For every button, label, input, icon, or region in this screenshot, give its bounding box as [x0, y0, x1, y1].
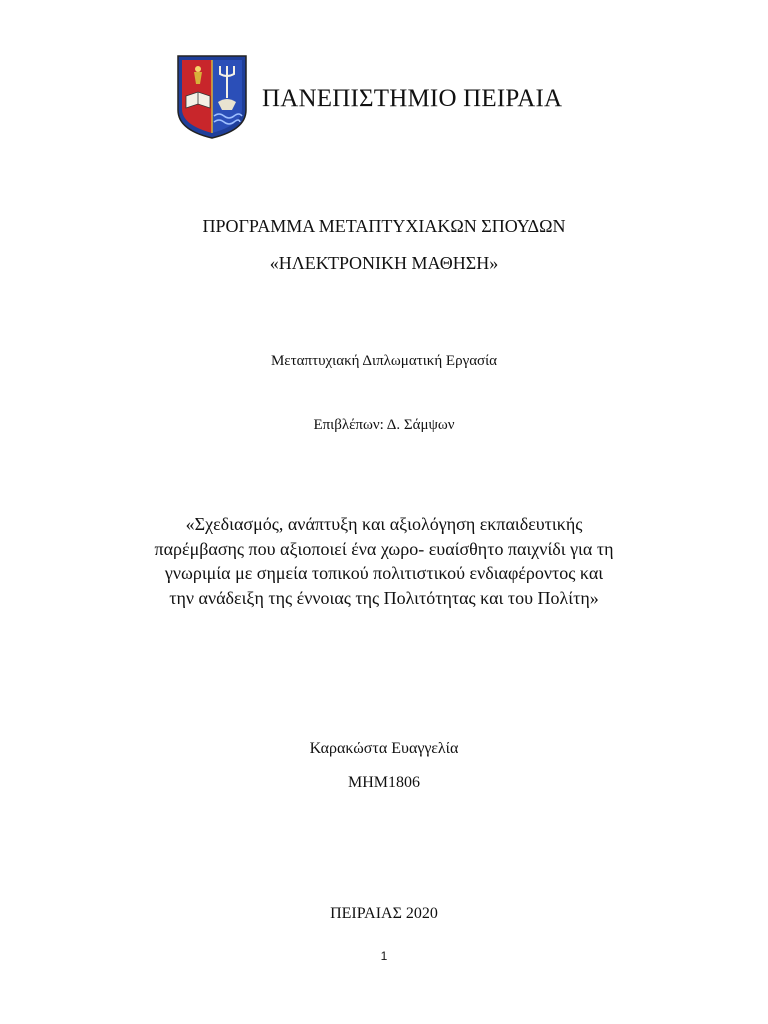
registration-number: ΜΗΜ1806: [347, 774, 420, 791]
thesis-title-line: «Σχεδιασμός, ανάπτυξη και αξιολόγηση εκπαιδευτικής: [185, 514, 583, 534]
place-year: ΠΕΙΡΑΙΑΣ 2020: [330, 905, 438, 922]
supervisor: Επιβλέπων: Δ. Σάμψων: [313, 417, 455, 433]
thesis-title: [84, 512, 684, 610]
thesis-type: Μεταπτυχιακή Διπλωματική Εργασία: [270, 353, 498, 369]
program-name: ΠΡΟΓΡΑΜΜΑ ΜΕΤΑΠΤΥΧΙΑΚΩΝ ΣΠΟΥΔΩΝ: [202, 216, 566, 236]
author-name: Καρακώστα Ευαγγελία: [309, 740, 459, 757]
thesis-title-line: παρέμβασης που αξιοποιεί ένα χωρο- ευαίσθητο παιχνίδι για τη: [154, 538, 614, 559]
university-name: ΠΑΝΕΠΙΣΤΗΜΙΟ ΠΕΙΡΑΙΑ: [262, 85, 563, 112]
thesis-title-line: την ανάδειξη της έννοιας της Πολιτότητας και του Πολίτη»: [169, 587, 599, 608]
university-crest-icon: [174, 52, 250, 140]
thesis-title-line: γνωριμία με σημεία τοπικού πολιτιστικού ενδιαφέροντος και: [164, 563, 604, 583]
page-header: [174, 52, 594, 144]
program-subtitle: «ΗΛΕΚΤΡΟΝΙΚΗ ΜΑΘΗΣΗ»: [269, 253, 499, 273]
page-number: 1: [380, 949, 388, 963]
